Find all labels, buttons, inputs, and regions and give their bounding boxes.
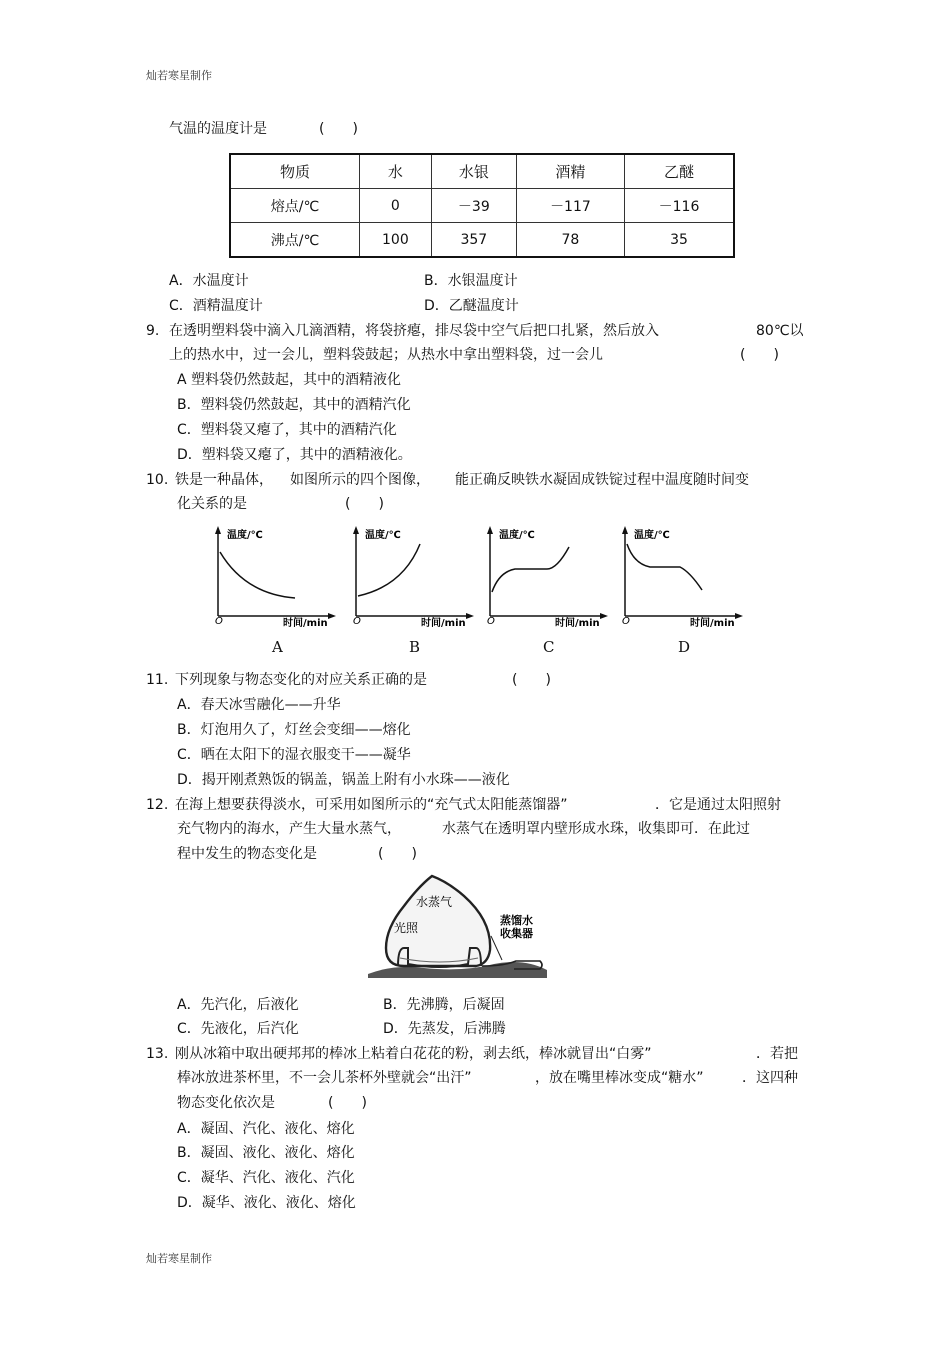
x-axis-arrow-icon <box>466 613 474 619</box>
q9-option: A 塑料袋仍然鼓起，其中的酒精液化 <box>177 372 402 388</box>
q13-stem-line3: 物态变化依次是 <box>177 1095 275 1111</box>
table-header-cell: 水 <box>359 154 431 189</box>
q12-number: 12. <box>146 797 169 813</box>
q9-option: D．塑料袋又瘪了，其中的酒精液化。 <box>177 447 412 463</box>
table-cell: 35 <box>625 223 735 258</box>
q11-option: D．揭开刚煮熟饭的锅盖，锅盖上附有小水珠——液化 <box>177 772 510 788</box>
origin-label: O <box>353 616 361 627</box>
y-axis-label: 温度/℃ <box>499 530 535 541</box>
q8-option-b: B．水银温度计 <box>424 273 518 289</box>
graph-d-label: D <box>678 638 691 656</box>
q13-option: B．凝固、液化、液化、熔化 <box>177 1145 355 1161</box>
q8-option-c: C．酒精温度计 <box>169 298 263 314</box>
table-cell: －117 <box>516 189 624 223</box>
q12-stem-line3: 程中发生的物态变化是 <box>177 846 317 862</box>
q9-stem-line2: 上的热水中，过一会儿，塑料袋鼓起；从热水中拿出塑料袋，过一会儿 <box>169 347 603 363</box>
table-cell: 沸点/℃ <box>230 223 359 258</box>
y-axis-arrow-icon <box>622 526 628 534</box>
x-axis-arrow-icon <box>735 613 743 619</box>
q12-stem-line1a: 在海上想要获得淡水，可采用如图所示的“充气式太阳能蒸馏器” <box>175 797 568 813</box>
curve-b <box>358 544 420 596</box>
table-cell: 78 <box>516 223 624 258</box>
table-cell: 熔点/℃ <box>230 189 359 223</box>
q12-option-d: D．先蒸发，后沸腾 <box>383 1021 506 1037</box>
vapor-label: 水蒸气 <box>416 895 453 909</box>
origin-label: O <box>215 616 223 627</box>
q8-option-a: A．水温度计 <box>169 273 249 289</box>
table-cell: －39 <box>431 189 516 223</box>
origin-label: O <box>622 616 630 627</box>
q8-answer-paren: ( ) <box>319 121 358 137</box>
q10-stem-part3: 能正确反映铁水凝固成铁锭过程中温度随时间变 <box>455 472 749 488</box>
q9-answer-paren: ( ) <box>740 347 779 363</box>
q12-answer-paren: ( ) <box>378 846 417 862</box>
q8-stem-tail: 气温的温度计是 <box>169 121 267 137</box>
q13-answer-paren: ( ) <box>328 1095 367 1111</box>
x-axis-label: 时间/min <box>690 618 735 629</box>
graph-c-label: C <box>543 638 555 656</box>
x-axis-label: 时间/min <box>555 618 600 629</box>
q10-stem-line2: 化关系的是 <box>177 496 247 512</box>
table-header-cell: 物质 <box>230 154 359 189</box>
y-axis-label: 温度/℃ <box>227 530 263 541</box>
table-header-cell: 乙醚 <box>625 154 735 189</box>
table-header-cell: 水银 <box>431 154 516 189</box>
q13-option: D．凝华、液化、液化、熔化 <box>177 1195 356 1211</box>
table-cell: －116 <box>625 189 735 223</box>
q11-stem: 下列现象与物态变化的对应关系正确的是 <box>175 672 427 688</box>
q12-stem-line2b: 水蒸气在透明罩内壁形成水珠，收集即可．在此过 <box>442 821 750 837</box>
q13-stem-line2b: ，放在嘴里棒冰变成“糖水” <box>535 1070 704 1086</box>
y-axis-label: 温度/℃ <box>634 530 670 541</box>
q10-stem-part1: 铁是一种晶体， <box>175 472 273 488</box>
table-header-cell: 酒精 <box>516 154 624 189</box>
q13-stem-line2a: 棒冰放进茶杯里，不一会儿茶杯外壁就会“出汗” <box>177 1070 472 1086</box>
table-header-row <box>230 154 734 189</box>
origin-label: O <box>487 616 495 627</box>
q13-stem-line1b: ．若把 <box>756 1046 798 1062</box>
curve-d <box>627 544 702 590</box>
solar-still-diagram <box>364 866 550 980</box>
q11-option: C．晒在太阳下的湿衣服变干——凝华 <box>177 747 411 763</box>
graph-a-label: A <box>272 638 283 656</box>
graph-d <box>612 522 752 632</box>
q12-option-a: A．先汽化，后液化 <box>177 997 299 1013</box>
q11-option: B．灯泡用久了，灯丝会变细——熔化 <box>177 722 411 738</box>
q12-option-c: C．先液化，后汽化 <box>177 1021 299 1037</box>
q13-stem-line1a: 刚从冰箱中取出硬邦邦的棒冰上粘着白花花的粉，剥去纸，棒冰就冒出“白雾” <box>175 1046 652 1062</box>
q9-stem-line1: 在透明塑料袋中滴入几滴酒精，将袋挤瘪，排尽袋中空气后把口扎紧，然后放入 <box>169 323 659 339</box>
q9-option: C．塑料袋又瘪了，其中的酒精汽化 <box>177 422 397 438</box>
graph-b-label: B <box>409 638 421 656</box>
table-cell: 357 <box>431 223 516 258</box>
table-row <box>230 223 734 258</box>
q11-option: A．春天冰雪融化——升华 <box>177 697 341 713</box>
table-row <box>230 189 734 223</box>
q13-number: 13. <box>146 1046 169 1062</box>
light-label: 光照 <box>394 921 419 935</box>
graph-b <box>343 522 483 632</box>
q9-stem-line1-end: 80℃以 <box>756 323 804 339</box>
y-axis-arrow-icon <box>353 526 359 534</box>
property-table <box>229 153 735 258</box>
graph-a <box>205 522 345 632</box>
q12-stem-line2a: 充气物内的海水，产生大量水蒸气， <box>177 821 401 837</box>
q11-answer-paren: ( ) <box>512 672 551 688</box>
q8-option-d: D．乙醚温度计 <box>424 298 519 314</box>
y-axis-arrow-icon <box>215 526 221 534</box>
page-header: 灿若寒星制作 <box>146 69 212 82</box>
table-cell: 0 <box>359 189 431 223</box>
table-cell: 100 <box>359 223 431 258</box>
y-axis-label: 温度/℃ <box>365 530 401 541</box>
graph-c <box>477 522 617 632</box>
x-axis-label: 时间/min <box>421 618 466 629</box>
y-axis-arrow-icon <box>487 526 493 534</box>
page-footer: 灿若寒星制作 <box>146 1252 212 1265</box>
q10-number: 10. <box>146 472 169 488</box>
collector-label-2: 收集器 <box>500 927 533 940</box>
curve-c <box>492 547 569 592</box>
q11-number: 11. <box>146 672 169 688</box>
q10-stem-part2: 如图所示的四个图像， <box>290 472 430 488</box>
x-axis-arrow-icon <box>600 613 608 619</box>
x-axis-arrow-icon <box>328 613 336 619</box>
q13-option: C．凝华、汽化、液化、汽化 <box>177 1170 355 1186</box>
q9-option: B．塑料袋仍然鼓起，其中的酒精汽化 <box>177 397 411 413</box>
q9-number: 9. <box>146 323 160 339</box>
x-axis-label: 时间/min <box>283 618 328 629</box>
q13-stem-line2c: ．这四种 <box>742 1070 798 1086</box>
q13-option: A．凝固、汽化、液化、熔化 <box>177 1121 355 1137</box>
curve-a <box>220 552 295 598</box>
q10-answer-paren: ( ) <box>345 496 384 512</box>
collector-label-1: 蒸馏水 <box>500 914 533 927</box>
q12-stem-line1b: ．它是通过太阳照射 <box>655 797 781 813</box>
q12-option-b: B．先沸腾，后凝固 <box>383 997 505 1013</box>
